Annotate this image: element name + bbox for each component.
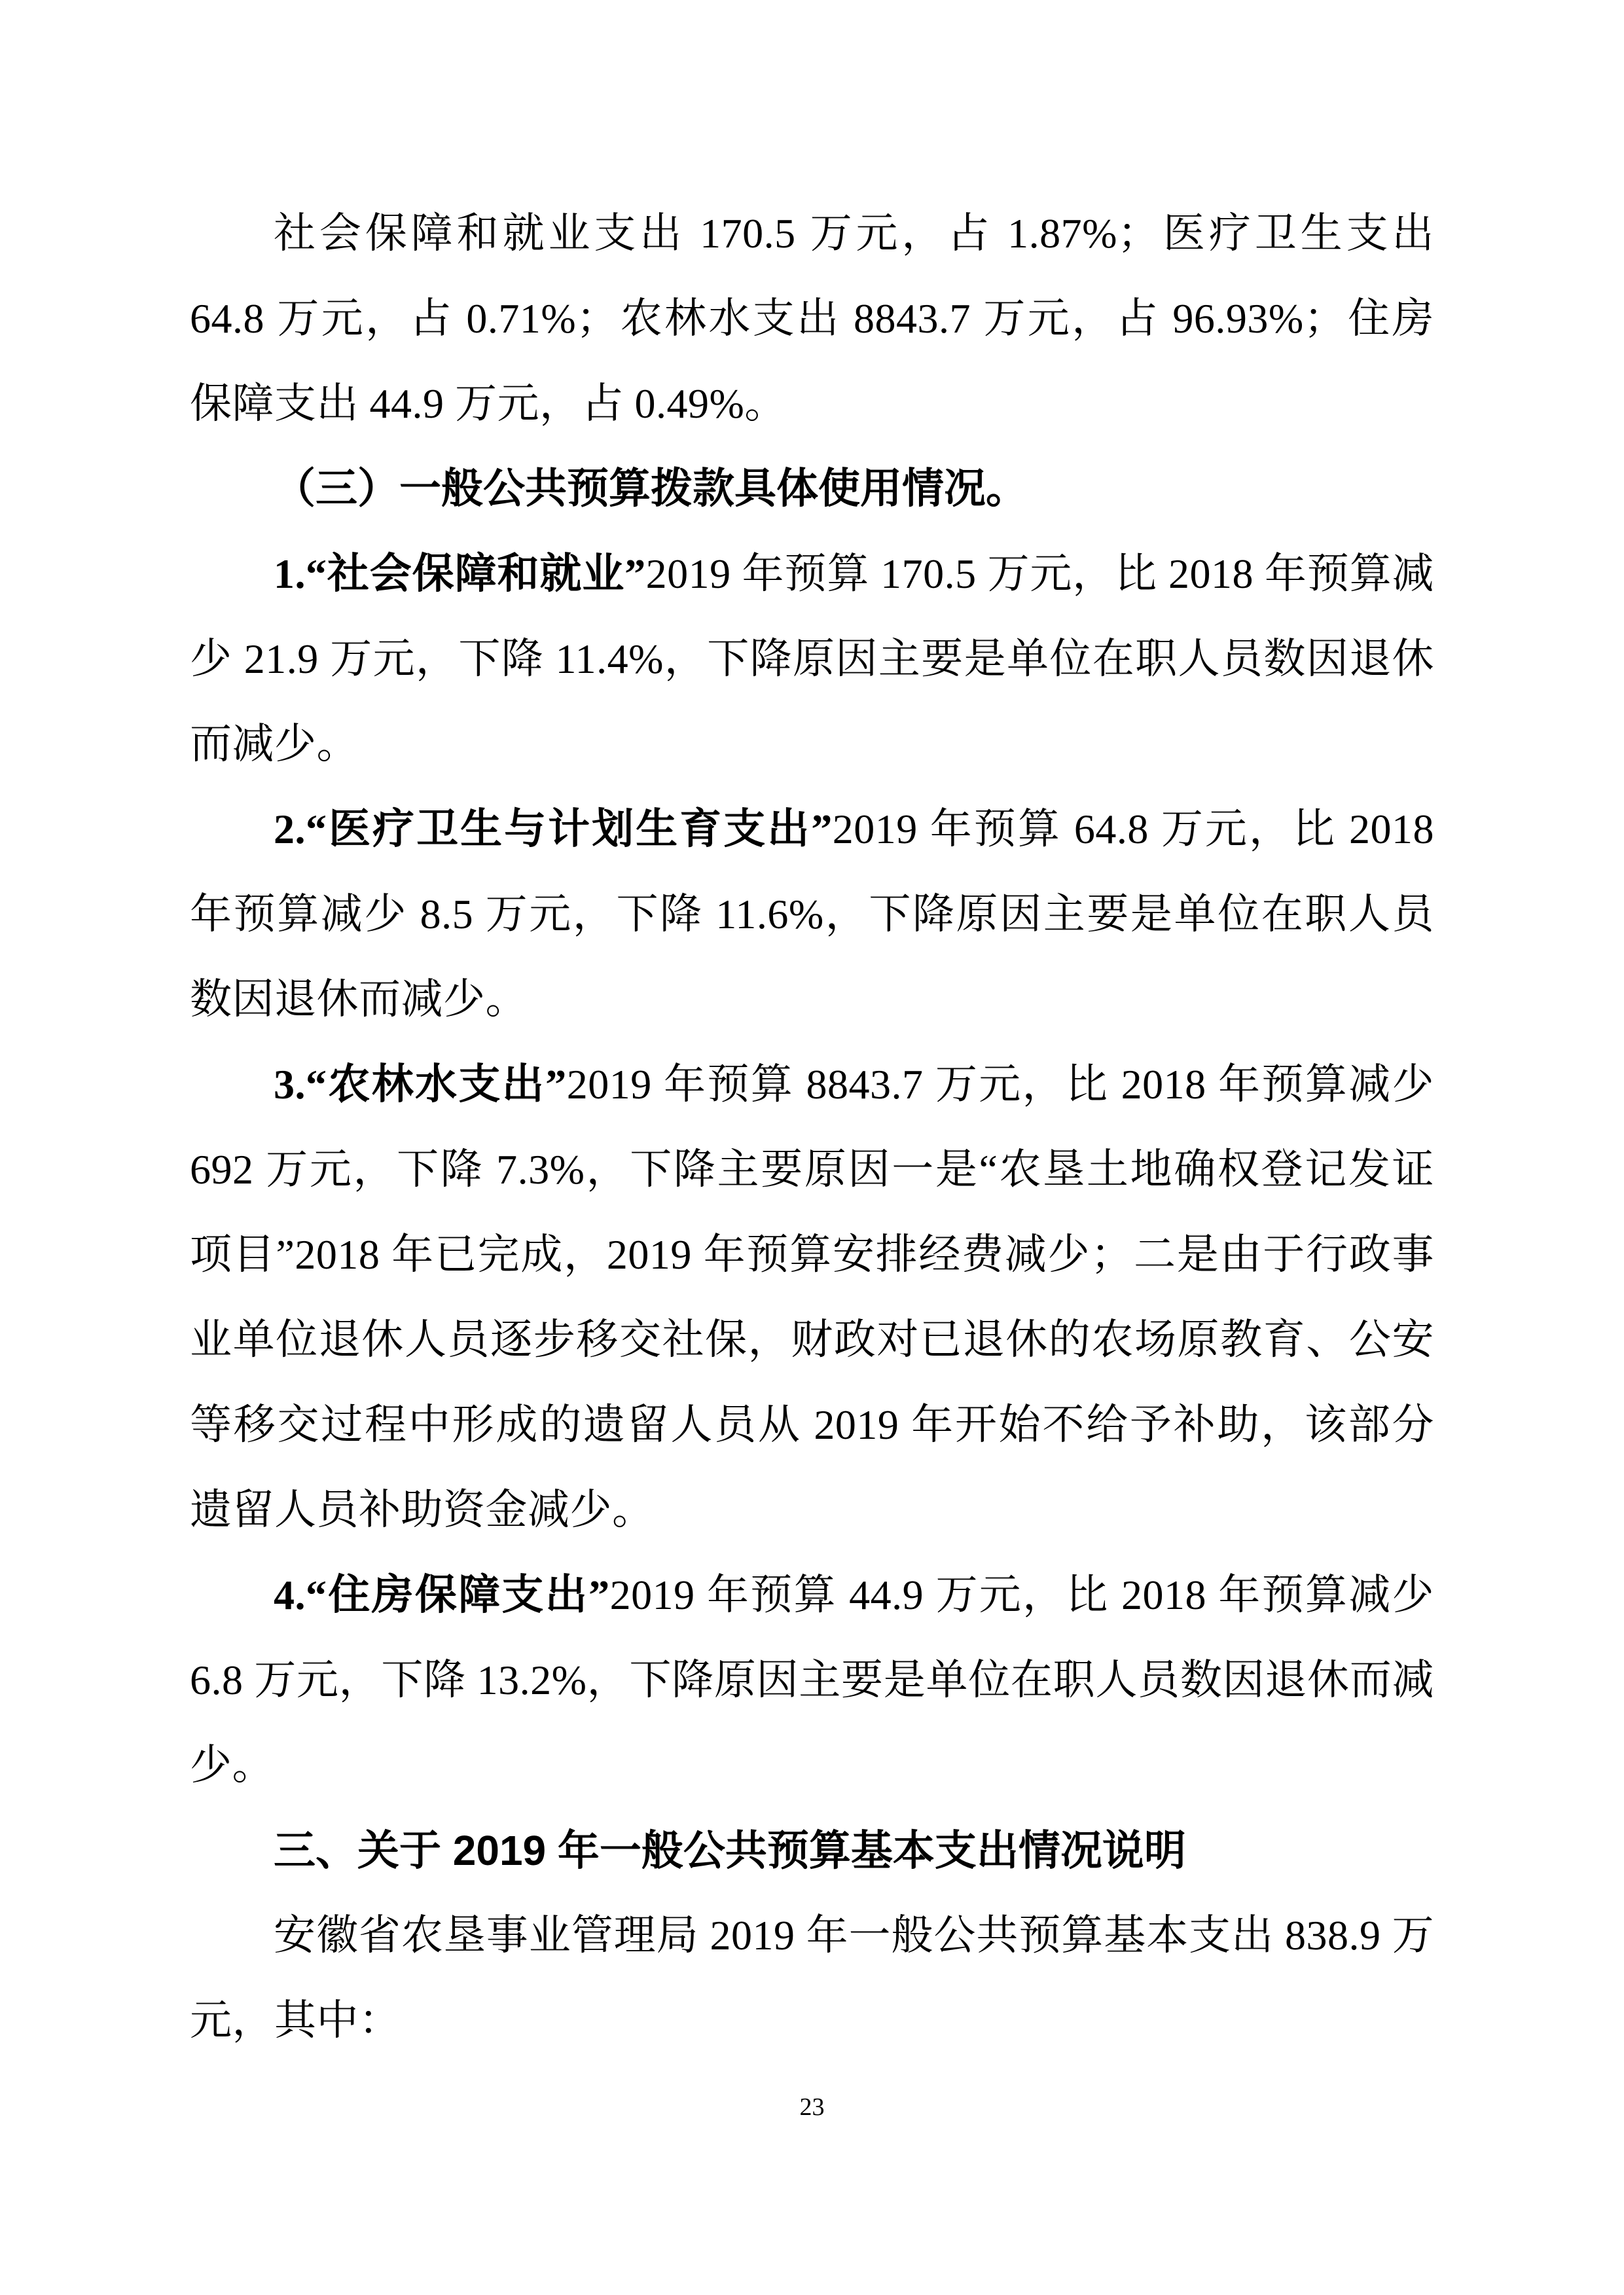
- budget-item-body: 2019 年预算 170.5 万元，比 2018 年预算减少 21.9 万元，下降 11.4%，下降原因主要是单位在职人员数因退休而减少。: [190, 551, 1435, 767]
- budget-item-lead: 1.“社会保障和就业”: [274, 551, 646, 597]
- document-body: [190, 191, 1434, 2063]
- basic-expense-paragraph: 安徽省农垦事业管理局 2019 年一般公共预算基本支出 838.9 万元，其中：: [190, 1912, 1434, 2044]
- budget-item-lead: 2.“医疗卫生与计划生育支出”: [274, 806, 833, 852]
- main-heading-basic-expenditure: 三、关于 2019 年一般公共预算基本支出情况说明: [274, 1827, 1186, 1874]
- budget-item-paragraph-social-security: [190, 532, 1434, 787]
- budget-item-paragraph-housing: [190, 1553, 1434, 1808]
- intro-paragraph: 社会保障和就业支出 170.5 万元，占 1.87%；医疗卫生支出 64.8 万元，占 0.71%；农林水支出 8843.7 万元，占 96.93%；住房保障支出 44.9 万元，占 0.49%。: [190, 210, 1434, 427]
- budget-item-body: 2019 年预算 64.8 万元，比 2018 年预算减少 8.5 万元，下降 11.6%，下降原因主要是单位在职人员数因退休而减少。: [190, 806, 1435, 1022]
- budget-item-paragraph-agriculture-forestry-water: [190, 1042, 1434, 1553]
- budget-item-body: 2019 年预算 8843.7 万元，比 2018 年预算减少 692 万元，下降 7.3%，下降主要原因一是“农垦土地确权登记发证项目”2018 年已完成，2019 年预算安排经费减少；二是由于行政事业单位退休人员逐步移交社保，财政对已退休的农场原教育、公安等移交过程中形成的遗留人员从 2019 年开始不给予补助，该部分遗留人员补助资金减少。: [190, 1061, 1435, 1533]
- section-heading-allocation-usage: （三）一般公共预算拨款具体使用情况。: [274, 465, 1028, 512]
- page-number: 23: [799, 2093, 825, 2121]
- budget-item-body: 2019 年预算 44.9 万元，比 2018 年预算减少 6.8 万元，下降 13.2%，下降原因主要是单位在职人员数因退休而减少。: [190, 1572, 1435, 1788]
- budget-item-paragraph-health: [190, 787, 1434, 1042]
- budget-item-lead: 4.“住房保障支出”: [274, 1572, 610, 1618]
- budget-item-lead: 3.“农林水支出”: [274, 1061, 567, 1108]
